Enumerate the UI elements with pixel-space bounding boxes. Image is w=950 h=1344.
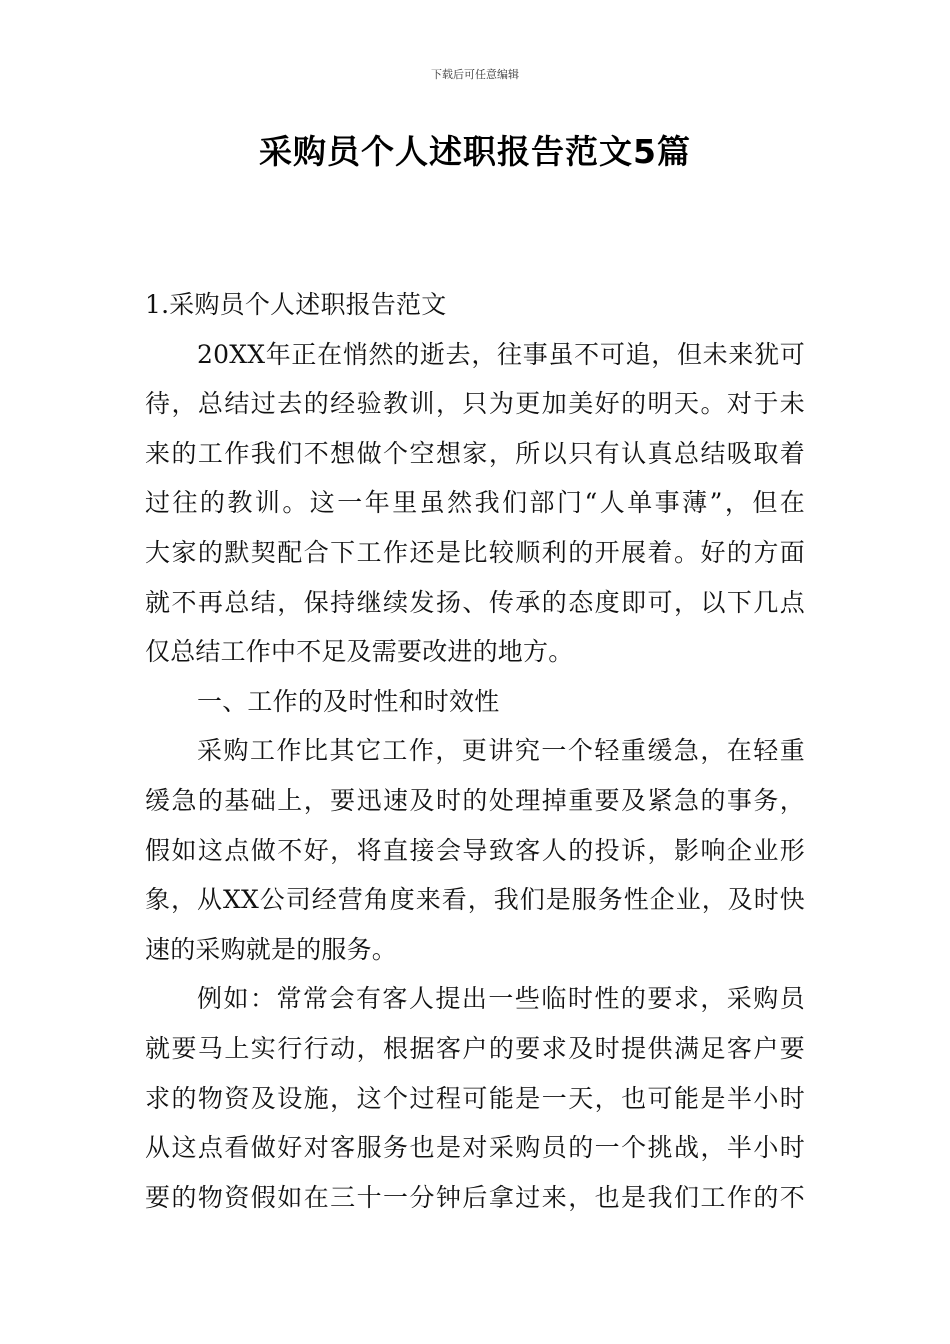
body-line: 就要马上实行行动，根据客户的要求及时提供满足客户要 xyxy=(145,1033,805,1063)
document-body xyxy=(145,280,805,1222)
body-line: 就不再总结，保持继续发扬、传承的态度即可，以下几点 xyxy=(145,587,805,617)
body-line: 例如：常常会有客人提出一些临时性的要求，采购员 xyxy=(197,984,805,1014)
body-line: 过往的教训。这一年里虽然我们部门“人单事薄”，但在 xyxy=(145,488,805,518)
document-title: 采购员个人述职报告范文5篇 xyxy=(259,132,691,171)
body-line: 速的采购就是的服务。 xyxy=(145,934,398,964)
body-line: 象，从XX公司经营角度来看，我们是服务性企业，及时快 xyxy=(145,885,805,915)
body-line: 要的物资假如在三十一分钟后拿过来，也是我们工作的不 xyxy=(145,1182,805,1212)
body-line: 从这点看做好对客服务也是对采购员的一个挑战，半小时 xyxy=(145,1133,805,1163)
body-line: 一、工作的及时性和时效性 xyxy=(197,686,500,716)
header-note: 下载后可任意编辑 xyxy=(431,68,519,81)
body-line: 采购工作比其它工作，更讲究一个轻重缓急，在轻重 xyxy=(197,736,805,766)
body-line: 求的物资及设施，这个过程可能是一天，也可能是半小时 xyxy=(145,1083,805,1113)
body-line: 待，总结过去的经验教训，只为更加美好的明天。对于未 xyxy=(145,389,805,419)
body-line: 20XX年正在悄然的逝去，往事虽不可追，但未来犹可 xyxy=(197,339,805,369)
body-line: 假如这点做不好，将直接会导致客人的投诉，影响企业形 xyxy=(145,835,805,865)
body-line: 大家的默契配合下工作还是比较顺利的开展着。好的方面 xyxy=(145,537,805,567)
body-line: 仅总结工作中不足及需要改进的地方。 xyxy=(145,637,574,667)
body-line: 缓急的基础上，要迅速及时的处理掉重要及紧急的事务， xyxy=(145,785,805,815)
body-line: 1.采购员个人述职报告范文 xyxy=(145,290,447,319)
body-line: 来的工作我们不想做个空想家，所以只有认真总结吸取着 xyxy=(145,438,805,468)
